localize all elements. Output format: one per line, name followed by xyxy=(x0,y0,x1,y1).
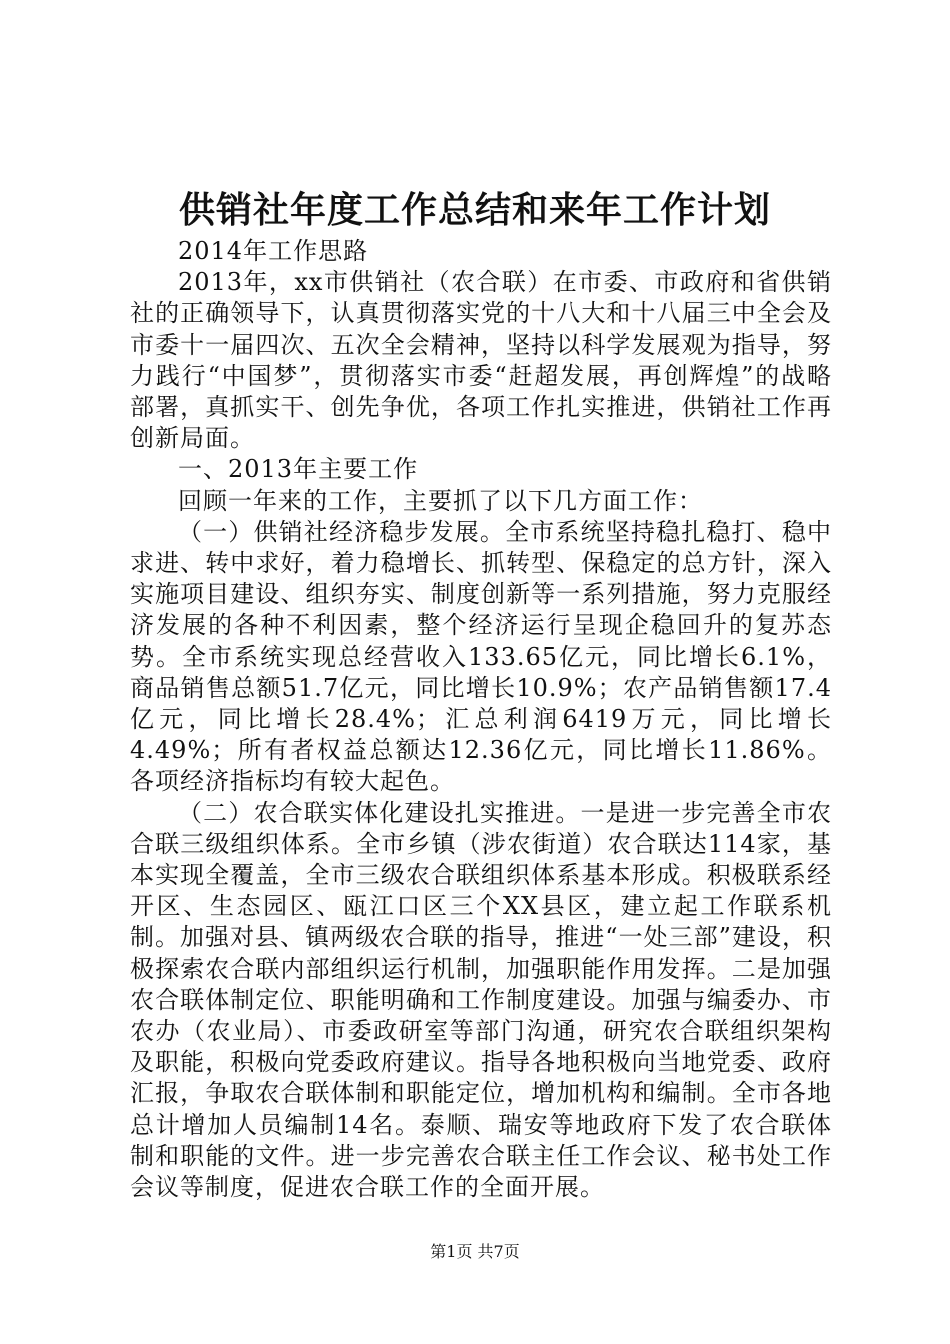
document-body xyxy=(130,236,832,1203)
cooperative-paragraph: （二）农合联实体化建设扎实推进。一是进一步完善全市农合联三级组织体系。全市乡镇（涉农街道）农合联达114家，基本实现全覆盖，全市三级农合联组织体系基本形成。积极联系经开区、生态园区、瓯江口区三个XX县区，建立起工作联系机制。加强对县、镇两级农合联的指导，推进“一处三部”建设，积极探索农合联内部组织运行机制，加强职能作用发挥。二是加强农合联体制定位、职能明确和工作制度建设。加强与编委办、市农办（农业局）、市委政研室等部门沟通，研究农合联组织架构及职能，积极向党委政府建议。指导各地积极向当地党委、政府汇报，争取农合联体制和职能定位，增加机构和编制。全市各地总计增加人员编制14名。泰顺、瑞安等地政府下发了农合联体制和职能的文件。进一步完善农合联主任工作会议、秘书处工作会议等制度，促进农合联工作的全面开展。 xyxy=(130,798,832,1202)
review-paragraph: 回顾一年来的工作，主要抓了以下几方面工作： xyxy=(178,486,703,515)
intro-paragraph: 2013年，xx市供销社（农合联）在市委、市政府和省供销社的正确领导下，认真贯彻落实党的十八大和十八届三中全会及市委十一届四次、五次全会精神，坚持以科学发展观为指导，努力践行“中国梦”，贯彻落实市委“赶超发展，再创辉煌”的战略部署，真抓实干、创先争优，各项工作扎实推进，供销社工作再创新局面。 xyxy=(130,268,832,453)
economy-paragraph: （一）供销社经济稳步发展。全市系统坚持稳扎稳打、稳中求进、转中求好，着力稳增长、抓转型、保稳定的总方针，深入实施项目建设、组织夯实、制度创新等一系列措施，努力克服经济发展的各种不利因素，整个经济运行呈现企稳回升的复苏态势。全市系统实现总经营收入133.65亿元，同比增长6.1%，商品销售总额51.7亿元，同比增长10.9%；农产品销售额17.4亿元，同比增长28.4%；汇总利润6419万元，同比增长4.49%；所有者权益总额达12.36亿元，同比增长11.86%。各项经济指标均有较大起色。 xyxy=(130,517,832,796)
section-heading-2014: 2014年工作思路 xyxy=(178,237,369,265)
section-heading-2013: 一、2013年主要工作 xyxy=(178,455,419,484)
page-title: 供销社年度工作总结和来年工作计划 xyxy=(178,189,771,231)
page-footer: 第1页 共7页 xyxy=(430,1242,520,1261)
